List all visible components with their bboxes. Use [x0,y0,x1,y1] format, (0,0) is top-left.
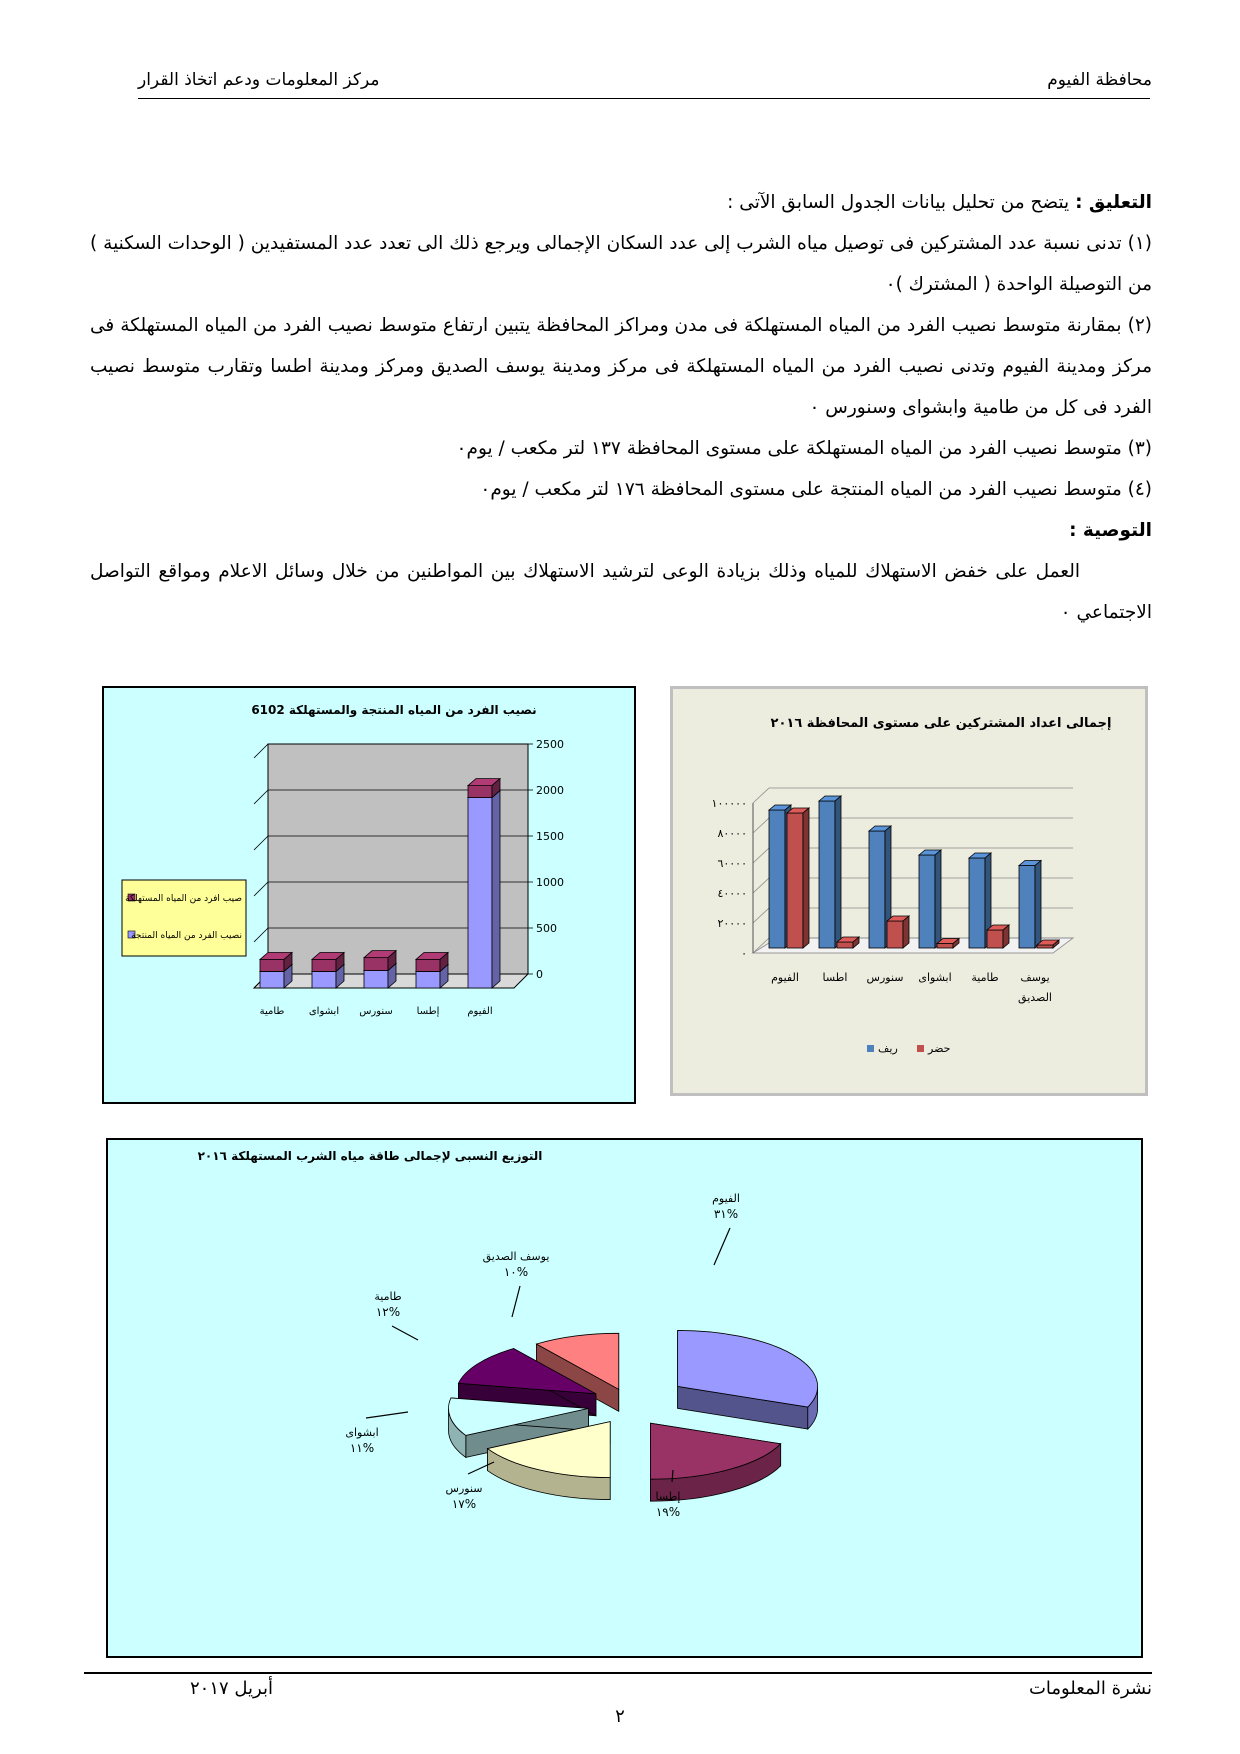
comment-title: التعليق : [1075,192,1152,213]
leader-line [392,1326,418,1340]
leader-line [714,1228,730,1265]
y-tick-label: 0 [536,968,543,981]
slice-label: ابشواى [345,1426,379,1439]
footer-rule [84,1672,1152,1674]
pie-slice [678,1330,818,1429]
chart-per-capita-svg [104,688,634,1102]
footer-date: أبريل ٢٠١٧ [190,1678,273,1699]
point-1: (١) تدنى نسبة عدد المشتركين فى توصيل مياه الشرب إلى عدد السكان الإجمالى ويرجع ذلك الى تعدد عدد المستفيدين ( الوحدات السكنية ) من التوصيلة الواحدة ( المشترك )٠ [90,233,1152,295]
gridline [254,882,268,896]
legend-label: نصيب الفرد من المياه المنتجة [131,931,242,941]
x-tick-label: سنورس [359,1006,393,1017]
bar [819,796,841,948]
page-number: ٢ [615,1706,625,1727]
x-tick-label: الصديق [1018,991,1052,1004]
comment-intro: يتضح من تحليل بيانات الجدول السابق الآتى : [727,192,1070,213]
bar-segment [260,952,292,971]
recommendation-title: التوصية : [1069,520,1152,541]
slice-label: سنورس [445,1482,483,1495]
slice-value-label: ١٠% [503,1265,529,1279]
chart-per-capita [102,686,636,1104]
slice-label: يوسف الصديق [482,1250,550,1263]
x-tick-label: يوسف [1020,971,1050,984]
y-tick-label: ٠ [741,947,747,960]
chart-subscribers-svg [673,689,1145,1093]
legend [122,880,246,956]
gridline [753,788,769,803]
legend-label: صيب افرد من المياه المستهلكة [125,894,242,904]
y-tick-label: ٤٠٠٠٠ [717,887,747,900]
header-rule [138,98,1150,99]
legend-label: ريف [878,1042,898,1055]
x-tick-label: اطسا [822,971,848,984]
chart-distribution [106,1138,1143,1658]
body-text [90,182,1152,633]
chart-title: إجمالى اعداد المشتركين على مستوى المحافظة ٢٠١٦ [770,716,1112,731]
footer-publication: نشرة المعلومات [1028,1678,1152,1699]
comment-paragraph [90,182,1152,223]
chart-title: نصيب الفرد من المياه المنتجة والمستهلكة 6102 [251,703,537,717]
chart-subscribers [670,686,1148,1096]
x-tick-label: الفيوم [467,1006,493,1017]
bar [1019,861,1041,949]
chart-distribution-svg [108,1140,1141,1656]
slice-value-label: ١٩% [655,1505,681,1519]
x-tick-label: الفيوم [771,971,799,984]
point-3: (٣) متوسط نصيب الفرد من المياه المستهلكة على مستوى المحافظة ١٣٧ لتر مكعب / يوم٠ [456,438,1152,459]
x-tick-label: طامية [259,1006,285,1017]
bar [787,808,809,948]
bar-segment [468,779,500,798]
gridline [753,818,769,833]
x-tick-label: سنورس [866,971,904,984]
gridline [753,878,769,893]
y-tick-label: ١٠٠٠٠٠ [711,797,747,810]
leader-line [366,1412,408,1418]
chart-title: التوزيع النسبى لإجمالى طاقة مياه الشرب المستهلكة ٢٠١٦ [197,1149,543,1163]
gridline [254,836,268,850]
header-center-name: مركز المعلومات ودعم اتخاذ القرار [138,70,380,90]
y-tick-label: ٢٠٠٠٠ [717,917,747,930]
slice-value-label: ٣١% [713,1207,739,1221]
slice-value-label: ١٧% [451,1497,477,1511]
x-tick-label: إطسا [416,1006,440,1017]
bar-segment [312,952,344,971]
header-governorate: محافظة الفيوم [1047,70,1152,90]
bar [887,916,909,948]
slice-label: إطسا [655,1490,681,1503]
slice-value-label: ١١% [349,1441,375,1455]
gridline [254,744,268,758]
y-tick-label: ٨٠٠٠٠ [717,827,747,840]
y-tick-label: 2500 [536,738,564,751]
legend-label: حضر [928,1042,951,1055]
bar [919,850,941,948]
slice-value-label: ١٢% [375,1305,401,1319]
y-tick-label: 1500 [536,830,564,843]
y-tick-label: 500 [536,922,557,935]
recommendation-text: العمل على خفض الاستهلاك للمياه وذلك بزيادة الوعى لترشيد الاستهلاك بين المواطنين من خلال وسائل الاعلام ومواقع التواصل الاجتماعي ٠ [90,561,1152,623]
slice-label: الفيوم [712,1192,740,1205]
x-tick-label: طامية [971,971,999,984]
y-tick-label: 1000 [536,876,564,889]
bar-segment [364,951,396,971]
slice-label: طامية [374,1290,402,1303]
leader-line [512,1286,520,1317]
gridline [753,848,769,863]
bar-segment [416,952,448,971]
legend [867,1042,950,1055]
x-tick-label: ابشواى [308,1006,340,1017]
bar-segment [468,791,500,988]
gridline [753,908,769,923]
point-4: (٤) متوسط نصيب الفرد من المياه المنتجة على مستوى المحافظة ١٧٦ لتر مكعب / يوم٠ [480,479,1152,500]
gridline [254,928,268,942]
y-tick-label: ٦٠٠٠٠ [717,857,747,870]
x-tick-label: ابشواى [918,971,952,984]
bar [987,925,1009,948]
y-tick-label: 2000 [536,784,564,797]
gridline [254,790,268,804]
point-2: (٢) بمقارنة متوسط نصيب الفرد من المياه المستهلكة فى مدن ومراكز المحافظة يتبين ارتفاع متوسط نصيب الفرد من المياه المستهلكة فى مركز ومدينة الفيوم وتدنى نصيب الفرد من المياه المستهلكة فى مركز ومدينة يوسف الصديق ومركز ومدينة اطسا وتقارب متوسط نصيب الفرد فى كل من طامية وابشواى وسنورس ٠ [90,315,1152,418]
